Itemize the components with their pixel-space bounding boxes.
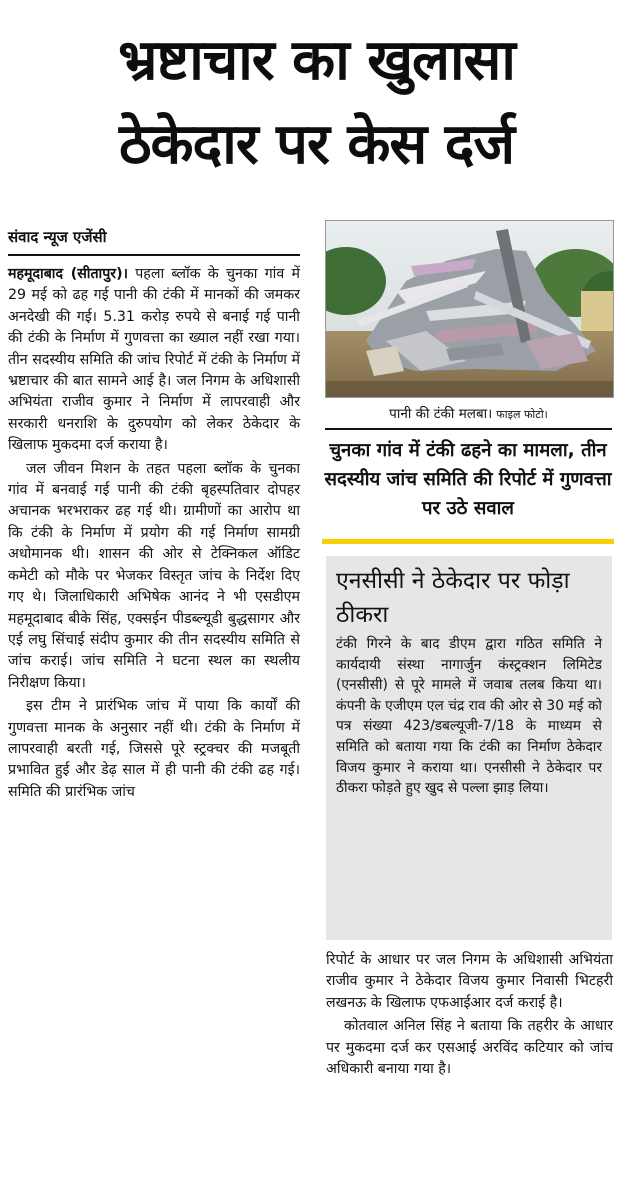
byline-rule xyxy=(8,254,300,256)
paragraph-1-text: पहला ब्लॉक के चुनका गांव में 29 मई को ढह गई पानी की टंकी में मानकों की जमकर अनदेखी की गई। 5.31 करोड़ रुपये से बनाई गई पानी की टंकी के निर्माण में गुणवत्ता का ख्याल नहीं रखा गया। तीन सदस्यीय समिति की जांच रिपोर्ट में टंकी के निर्माण में भ्रष्टाचार की बात सामने आई है। जल निगम के अधिशासी अभियंता राजीव कुमार ने निर्माण में लापरवाही और सरकारी धनराशि के दुरुपयोग को लेकर ठेकेदार के खिलाफ मुकदमा दर्ज कराया है। xyxy=(8,266,300,454)
right-paragraph-2: कोतवाल अनिल सिंह ने बताया कि तहरीर के आधार पर मुकदमा दर्ज कर एसआई अरविंद कटियार को जांच अधिकारी बनाया गया है। xyxy=(326,1018,613,1078)
dateline: महमूदाबाद (सीतापुर)। xyxy=(8,266,128,282)
subheadline: चुनका गांव में टंकी ढहने का मामला, तीन सदस्यीय जांच समिति की रिपोर्ट में गुणवत्ता पर उठे सवाल xyxy=(324,440,612,519)
sidebar-box xyxy=(326,556,612,940)
headline-line-2: ठेकेदार पर केस दर्ज xyxy=(118,112,515,177)
paragraph-1 xyxy=(8,264,300,457)
byline: संवाद न्यूज एजेंसी xyxy=(8,228,107,246)
sidebar-box-body: टंकी गिरने के बाद डीएम द्वारा गठित समिति ने कार्यदायी संस्था नागार्जुन कंस्ट्रक्शन लिमिटेड (एनसीसी) से पूरे मामले में जवाब तलब किया था। कंपनी के एजीएम एल चंद्र राव की ओर से 30 मई को पत्र संख्या 423/डबल्यूजी-7/18 के माध्यम से समिति को बताया गया कि टंकी का निर्माण ठेकेदार विजय कुमार ने कराया था। एनसीसी ने ठेकेदार पर ठीकरा फोड़ते हुए खुद से पल्ला झाड़ लिया। xyxy=(336,636,602,797)
paragraph-3: इस टीम ने प्रारंभिक जांच में पाया कि कार्यों की गुणवत्ता मानक के अनुसार नहीं थी। टंकी के निर्माण में लापरवाही बरती गई, जिससे पूरे स्ट्रक्चर की मजबूती प्रभावित हुई और डेढ़ साल में ही पानी की टंकी ढह गई। समिति की प्रारंभिक जांच xyxy=(8,698,300,800)
right-paragraph-1: रिपोर्ट के आधार पर जल निगम के अधिशासी अभियंता राजीव कुमार ने ठेकेदार विजय कुमार निवासी भिटहरी लखनऊ के खिलाफ एफआईआर दर्ज कराई है। xyxy=(326,952,613,1011)
left-column xyxy=(8,226,300,805)
headline-line-1: भ्रष्टाचार का खुलासा xyxy=(118,28,515,93)
photo-credit: फाइल फोटो। xyxy=(496,408,548,421)
paragraph-2: जल जीवन मिशन के तहत पहला ब्लॉक के चुनका गांव में बनवाई गई पानी की टंकी बृहस्पतिवार दोपहर अचानक भरभराकर ढह गई थी। ग्रामीणों का आरोप था कि टंकी के निर्माण में प्रयोग की गई निर्माण सामग्री अधोमानक थी। शासन की ओर से टेक्निकल ऑडिट कमेटी को मौके पर भेजकर विस्तृत जांच के निर्देश दिए गए थे। जिलाधिकारी अभिषेक आनंद ने भी एसडीएम महमूदाबाद बीके सिंह, एक्सईन पीडब्ल्यूडी बुद्धसागर और एई लघु सिंचाई संदीप कुमार की तीन सदस्यीय समिति से जांच कराई। जांच समिति ने घटना स्थल का स्थलीय निरीक्षण किया। xyxy=(8,460,300,691)
photo-caption-text: पानी की टंकी मलबा। xyxy=(389,406,493,422)
collapsed-tank-image xyxy=(326,221,613,397)
caption-rule xyxy=(325,428,612,430)
sidebar-box-title: एनसीसी ने ठेकेदार पर फोड़ा ठीकरा xyxy=(336,568,570,628)
right-column xyxy=(326,950,613,1082)
photo-caption xyxy=(325,402,612,426)
accent-rule xyxy=(322,539,614,544)
collapsed-tank-photo xyxy=(325,220,614,398)
